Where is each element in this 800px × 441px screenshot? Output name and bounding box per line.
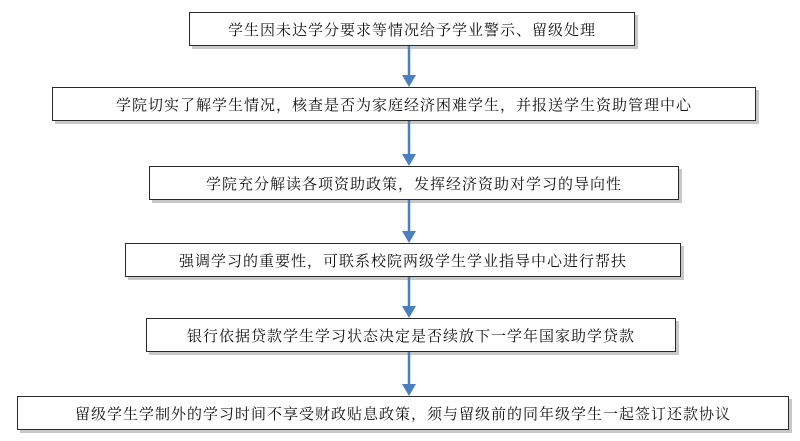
down-arrow-icon	[401, 46, 417, 87]
flow-step-label: 学院充分解读各项资助政策，发挥经济资助对学习的导向性	[205, 174, 622, 193]
down-arrow-icon	[401, 277, 417, 318]
down-arrow-icon	[401, 352, 417, 396]
flow-step-label: 强调学习的重要性，可联系校院两级学生学业指导中心进行帮扶	[178, 251, 627, 270]
flow-step-academic-warning	[189, 12, 635, 46]
flow-step-academic-support	[125, 243, 681, 277]
flow-step-label: 银行依据贷款学生学习状态决定是否续放下一学年国家助学贷款	[186, 326, 635, 345]
flow-step-explain-policies	[149, 166, 679, 200]
flow-step-label: 留级学生学制外的学习时间不享受财政贴息政策，须与留级前的同年级学生一起签订还款协议	[74, 404, 731, 423]
flow-step-label: 学院切实了解学生情况，核查是否为家庭经济困难学生，并报送学生资助管理中心	[115, 95, 692, 114]
flow-step-bank-loan-decision	[146, 318, 676, 352]
down-arrow-icon	[401, 200, 417, 243]
flow-step-label: 学生因未达学分要求等情况给予学业警示、留级处理	[227, 20, 596, 39]
down-arrow-icon	[401, 121, 417, 166]
flow-step-verify-hardship	[52, 87, 756, 121]
flow-step-repayment-agreement	[17, 396, 789, 430]
